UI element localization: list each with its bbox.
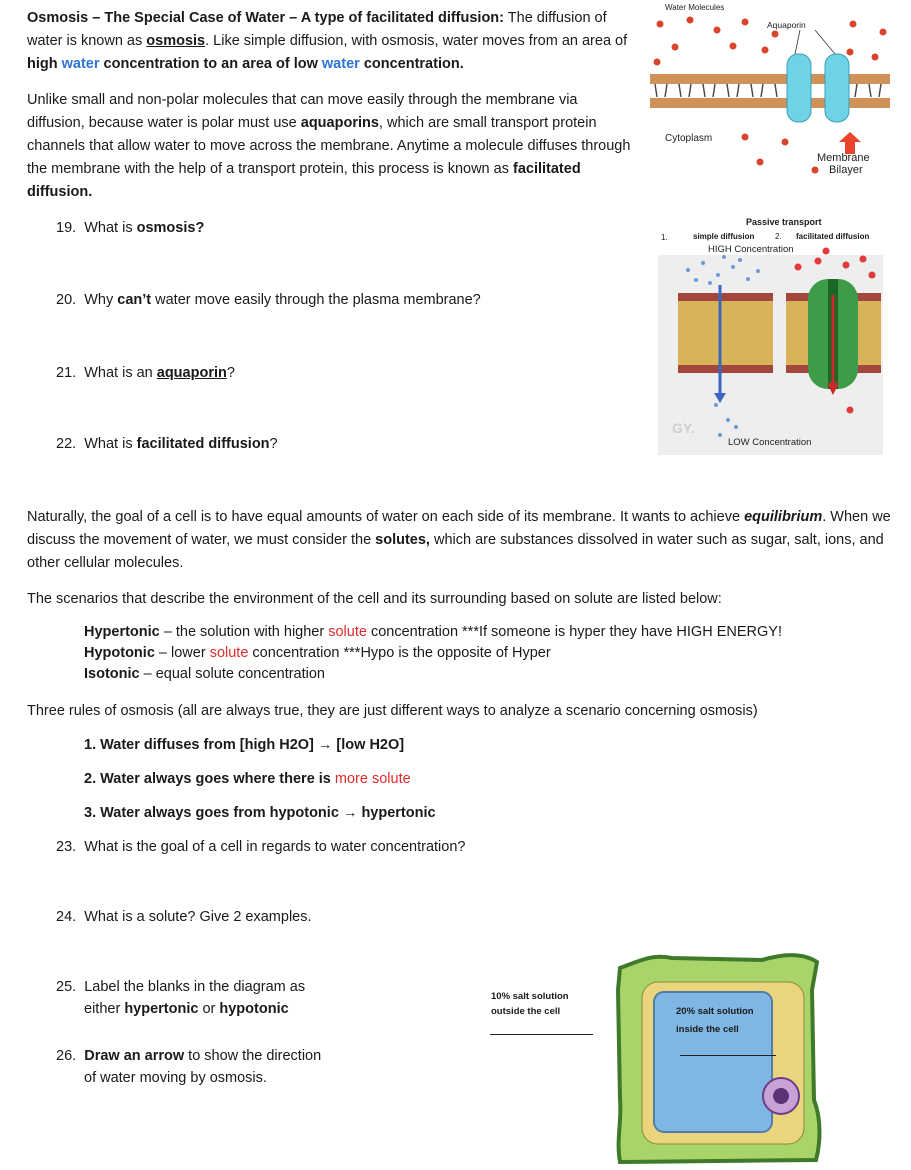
solutes-term: solutes, (375, 532, 430, 548)
question-23: 23. What is the goal of a cell in regards to water concentration? (56, 839, 466, 855)
inside-solution-label-1: 20% salt solution (676, 1006, 754, 1017)
inside-solution-label-2: inside the cell (676, 1024, 739, 1035)
passive-transport-title: Passive transport (746, 217, 822, 227)
aquaporins-term: aquaporins (300, 115, 379, 131)
bilayer-label: Bilayer (829, 164, 863, 176)
rules-intro: Three rules of osmosis (all are always true, they are just different ways to analyze a scenario concerning osmosis) (27, 703, 758, 719)
hypotonic-definition: Hypotonic – lower solute concentration ***Hypo is the opposite of Hyper (84, 645, 551, 661)
outside-solution-label-1: 10% salt solution (491, 991, 569, 1002)
question-24: 24. What is a solute? Give 2 examples. (56, 909, 312, 925)
membrane-label: Membrane (817, 152, 870, 164)
rule-2: 2. Water always goes where there is more solute (84, 771, 411, 787)
label-n1: 1. (661, 233, 668, 242)
rule-3: 3. Water always goes from hypotonic → hypertonic (84, 805, 436, 821)
outside-solution-label-2: outside the cell (491, 1006, 561, 1017)
rule-1: 1. Water diffuses from [high H2O] → [low H2O] (84, 737, 405, 753)
intro-paragraph: Osmosis – The Special Case of Water – A type of facilitated diffusion: The diffusion of water is known as osmosis. Like simple diffusion, with osmosis, water moves from an area of high water concentration to an area of low water concentration. (27, 10, 628, 72)
label-n2: 2. (775, 232, 782, 241)
equilibrium-paragraph: Naturally, the goal of a cell is to have equal amounts of water on each side of its membrane. It wants to achieve equilibrium. When we discuss the movement of water, we must consider the solutes, which are substances dissolved in water such as sugar, salt, ions, and other cellular molecules. (27, 509, 891, 571)
facilitated-diffusion-term: facilitated diffusion. (27, 161, 581, 200)
aquaporin-label: Aquaporin (767, 20, 806, 30)
plant-cell-graphic (612, 950, 824, 1165)
high-concentration-label: HIGH Concentration (708, 244, 794, 255)
passive-transport-figure (658, 215, 883, 455)
cytoplasm-label: Cytoplasm (665, 133, 713, 144)
watermark-text: GY. (672, 420, 695, 436)
question-19: 19. What is osmosis? (56, 220, 205, 236)
intro-title: Osmosis – The Special Case of Water – A type of facilitated diffusion: (27, 10, 504, 26)
isotonic-definition: Isotonic – equal solute concentration (84, 666, 325, 682)
outside-answer-blank[interactable] (490, 1034, 593, 1035)
inside-answer-blank[interactable] (680, 1055, 776, 1056)
facilitated-diffusion-label: facilitated diffusion (796, 232, 870, 241)
question-22: 22. What is facilitated diffusion? (56, 436, 278, 452)
osmosis-term: osmosis (146, 33, 206, 49)
aquaporin-figure (645, 2, 895, 182)
scenarios-intro: The scenarios that describe the environment of the cell and its surrounding based on solute are listed below: (27, 591, 722, 607)
question-25: 25. Label the blanks in the diagram as either hypertonic or hypotonic (56, 979, 306, 1017)
water-molecules-label: Water Molecules (665, 3, 725, 12)
question-21: 21. What is an aquaporin? (56, 365, 235, 381)
plant-cell-diagram (612, 950, 824, 1165)
low-concentration-label: LOW Concentration (728, 437, 812, 448)
hypertonic-definition: Hypertonic – the solution with higher solute concentration ***If someone is hyper they have HIGH ENERGY! (84, 624, 782, 640)
aquaporin-paragraph: Unlike small and non-polar molecules that can move easily through the membrane via diffusion, because water is polar must use aquaporins, which are small transport protein channels that allow water to move across the membrane. Anytime a molecule diffuses through the membrane with the help of a transport protein, this process is known as facilitated diffusion. (27, 92, 631, 200)
simple-diffusion-label: simple diffusion (693, 232, 755, 241)
question-26: 26. Draw an arrow to show the direction of water moving by osmosis. (56, 1048, 322, 1086)
question-20: 20. Why can’t water move easily through the plasma membrane? (56, 292, 481, 308)
equilibrium-term: equilibrium (744, 509, 823, 525)
